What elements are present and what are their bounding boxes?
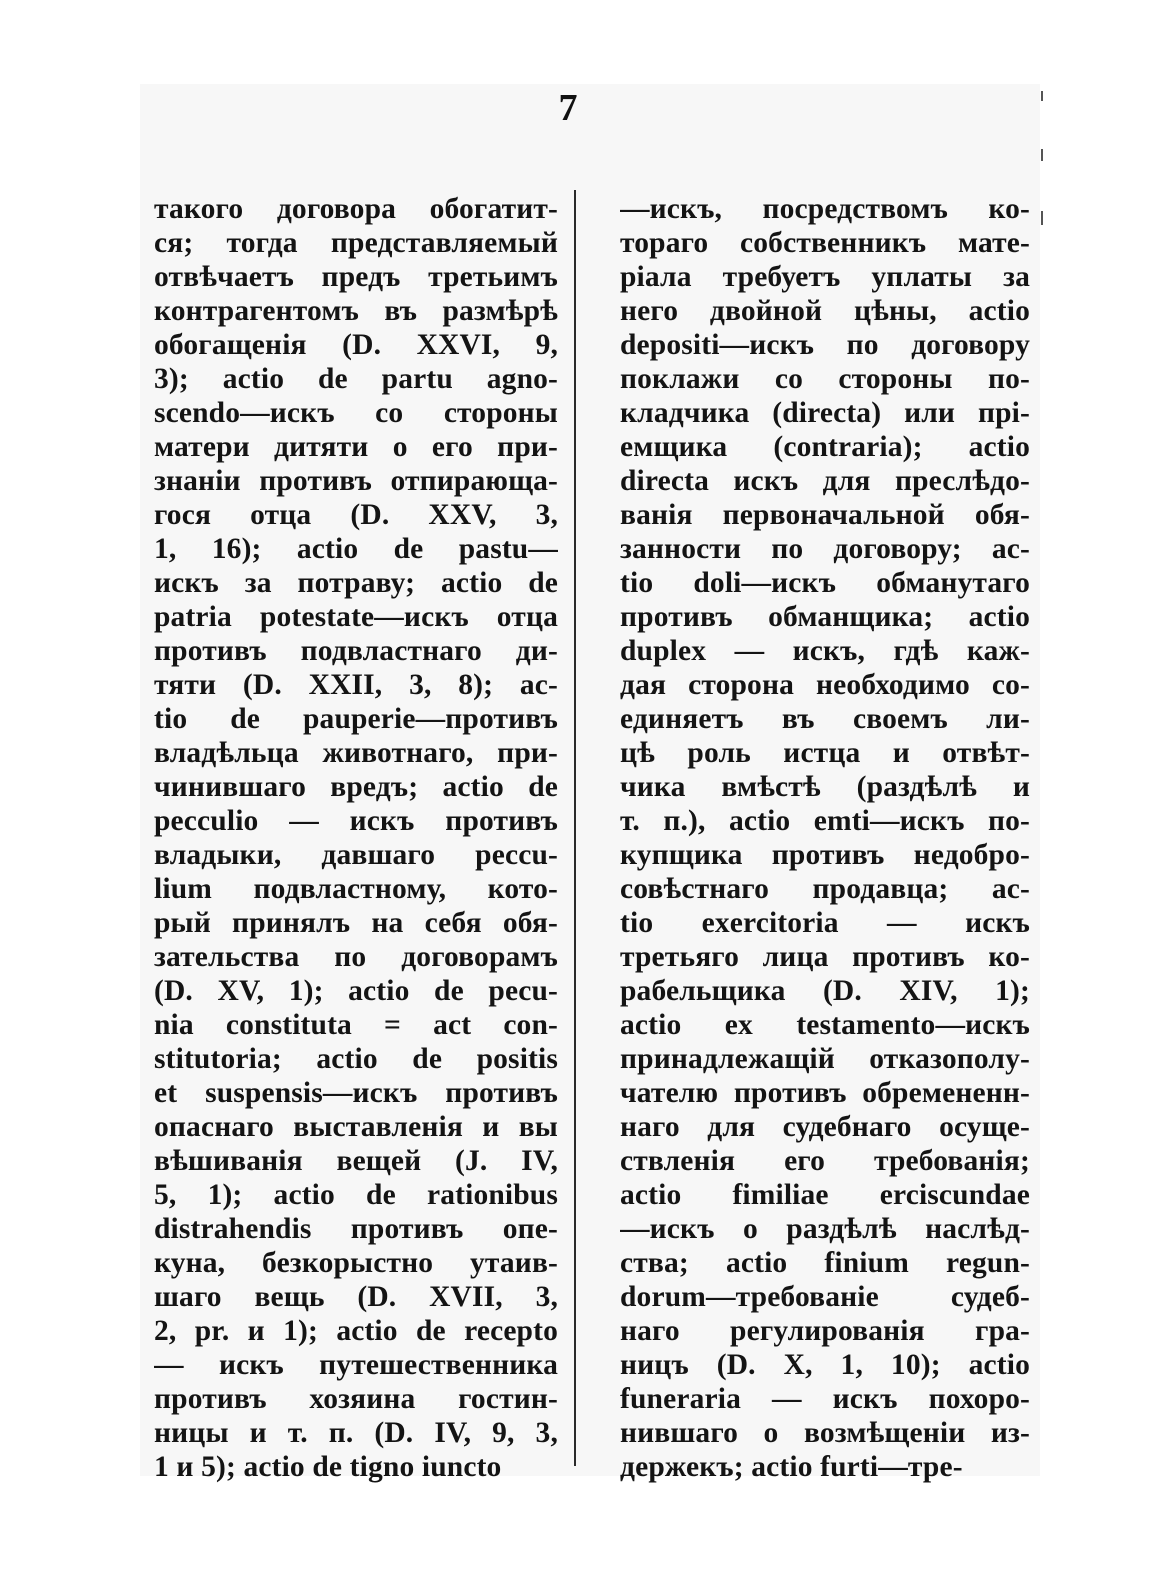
text-line: поклажи со стороны по- [620, 363, 1030, 395]
text-line: ницъ (D. X, 1, 10); actio [620, 1349, 1030, 1381]
text-line: знаніи противъ отпирающа- [154, 465, 558, 497]
text-line: ванія первоначальной обя- [620, 499, 1030, 531]
text-line: et suspensis—искъ противъ [154, 1077, 558, 1109]
column-divider [574, 190, 576, 1466]
text-line: (D. XV, 1); actio de pecu- [154, 975, 558, 1007]
text-line: нившаго о возмѣщеніи из- [620, 1417, 1030, 1449]
margin-tick-2 [1041, 149, 1043, 161]
text-line: отвѣчаетъ предъ третьимъ [154, 261, 558, 293]
text-line: единяетъ въ своемъ ли- [620, 703, 1030, 735]
text-line: тяти (D. XXII, 3, 8); ac- [154, 669, 558, 701]
text-line: 1, 16); actio de pastu— [154, 533, 558, 565]
text-line: lium подвластному, кото- [154, 873, 558, 905]
text-line: такого договора обогатит- [154, 193, 558, 225]
text-line: actio ex testamento—искъ [620, 1009, 1030, 1041]
text-line: duplex — искъ, гдѣ каж- [620, 635, 1030, 667]
text-line: наго регулированія гра- [620, 1315, 1030, 1347]
text-line: —искъ о раздѣлѣ наслѣд- [620, 1213, 1030, 1245]
text-line: tio doli—искъ обманутаго [620, 567, 1030, 599]
text-line: ріала требуетъ уплаты за [620, 261, 1030, 293]
text-line: ствленія его требованія; [620, 1145, 1030, 1177]
text-line: distrahendis противъ опе- [154, 1213, 558, 1245]
text-line: дая сторона необходимо со- [620, 669, 1030, 701]
text-line: владѣльца животнаго, при- [154, 737, 558, 769]
text-line: ства; actio finium regun- [620, 1247, 1030, 1279]
text-line: pecculio — искъ противъ [154, 805, 558, 837]
text-line: шаго вещь (D. XVII, 3, [154, 1281, 558, 1313]
text-line: контрагентомъ въ размѣрѣ [154, 295, 558, 327]
text-line: него двойной цѣны, actio [620, 295, 1030, 327]
text-line: ницы и т. п. (D. IV, 9, 3, [154, 1417, 558, 1449]
text-line: tio de pauperie—противъ [154, 703, 558, 735]
text-line: — искъ путешественника [154, 1349, 558, 1381]
text-line: держекъ; actio furti—тре- [620, 1451, 963, 1483]
text-line: искъ за потраву; actio de [154, 567, 558, 599]
page-number: 7 [558, 87, 578, 129]
margin-tick-1 [1041, 91, 1043, 101]
text-line: совѣстнаго продавца; ac- [620, 873, 1030, 905]
text-line: зательства по договорамъ [154, 941, 558, 973]
text-line: гося отца (D. XXV, 3, [154, 499, 558, 531]
text-line: рабельщика (D. XIV, 1); [620, 975, 1030, 1007]
text-line: обогащенія (D. XXVI, 9, [154, 329, 558, 361]
text-line: depositi—искъ по договору [620, 329, 1030, 361]
text-line: тораго собственникъ мате- [620, 227, 1030, 259]
text-line: directa искъ для преслѣдо- [620, 465, 1030, 497]
text-line: принадлежащій отказополу- [620, 1043, 1030, 1075]
text-line: patria potestate—искъ отца [154, 601, 558, 633]
text-line: чателю противъ обремененн- [620, 1077, 1030, 1109]
text-line: 2, pr. и 1); actio de recepto [154, 1315, 558, 1347]
text-line: емщика (contraria); actio [620, 431, 1030, 463]
text-line: чика вмѣстѣ (раздѣлѣ и [620, 771, 1030, 803]
text-line: третьяго лица противъ ко- [620, 941, 1030, 973]
text-line: 5, 1); actio de rationibus [154, 1179, 558, 1211]
text-line: ся; тогда представляемый [154, 227, 558, 259]
text-line: 3); actio de partu agno- [154, 363, 558, 395]
text-line: dorum—требованіе судеб- [620, 1281, 1030, 1313]
margin-tick-3 [1041, 211, 1043, 225]
text-line: tio exercitoria — искъ [620, 907, 1030, 939]
text-line: противъ хозяина гостин- [154, 1383, 558, 1415]
text-line: наго для судебнаго осуще- [620, 1111, 1030, 1143]
text-line: scendo—искъ со стороны [154, 397, 558, 429]
text-line: кладчика (directa) или прі- [620, 397, 1030, 429]
text-line: занности по договору; ac- [620, 533, 1030, 565]
text-line: цѣ роль истца и отвѣт- [620, 737, 1030, 769]
text-line: funeraria — искъ похоро- [620, 1383, 1030, 1415]
text-line: nia constituta = act con- [154, 1009, 558, 1041]
text-line: владыки, давшаго peccu- [154, 839, 558, 871]
text-line: 1 и 5); actio de tigno iuncto [154, 1451, 502, 1483]
left-text-column [154, 192, 558, 1484]
text-line: опаснаго выставленія и вы [154, 1111, 558, 1143]
text-line: чинившаго вредъ; actio de [154, 771, 558, 803]
right-text-column [620, 192, 1030, 1484]
text-line: actio fimiliae erciscundae [620, 1179, 1030, 1211]
text-line: куна, безкорыстно утаив- [154, 1247, 558, 1279]
text-line: рый принялъ на себя обя- [154, 907, 558, 939]
text-line: противъ обманщика; actio [620, 601, 1030, 633]
text-line: вѣшиванія вещей (J. IV, [154, 1145, 558, 1177]
text-line: stitutoria; actio de positis [154, 1043, 558, 1075]
text-line: матери дитяти о его при- [154, 431, 558, 463]
text-line: противъ подвластнаго ди- [154, 635, 558, 667]
text-line: —искъ, посредствомъ ко- [620, 193, 1030, 225]
text-line: т. п.), actio emti—искъ по- [620, 805, 1030, 837]
text-line: купщика противъ недобро- [620, 839, 1030, 871]
